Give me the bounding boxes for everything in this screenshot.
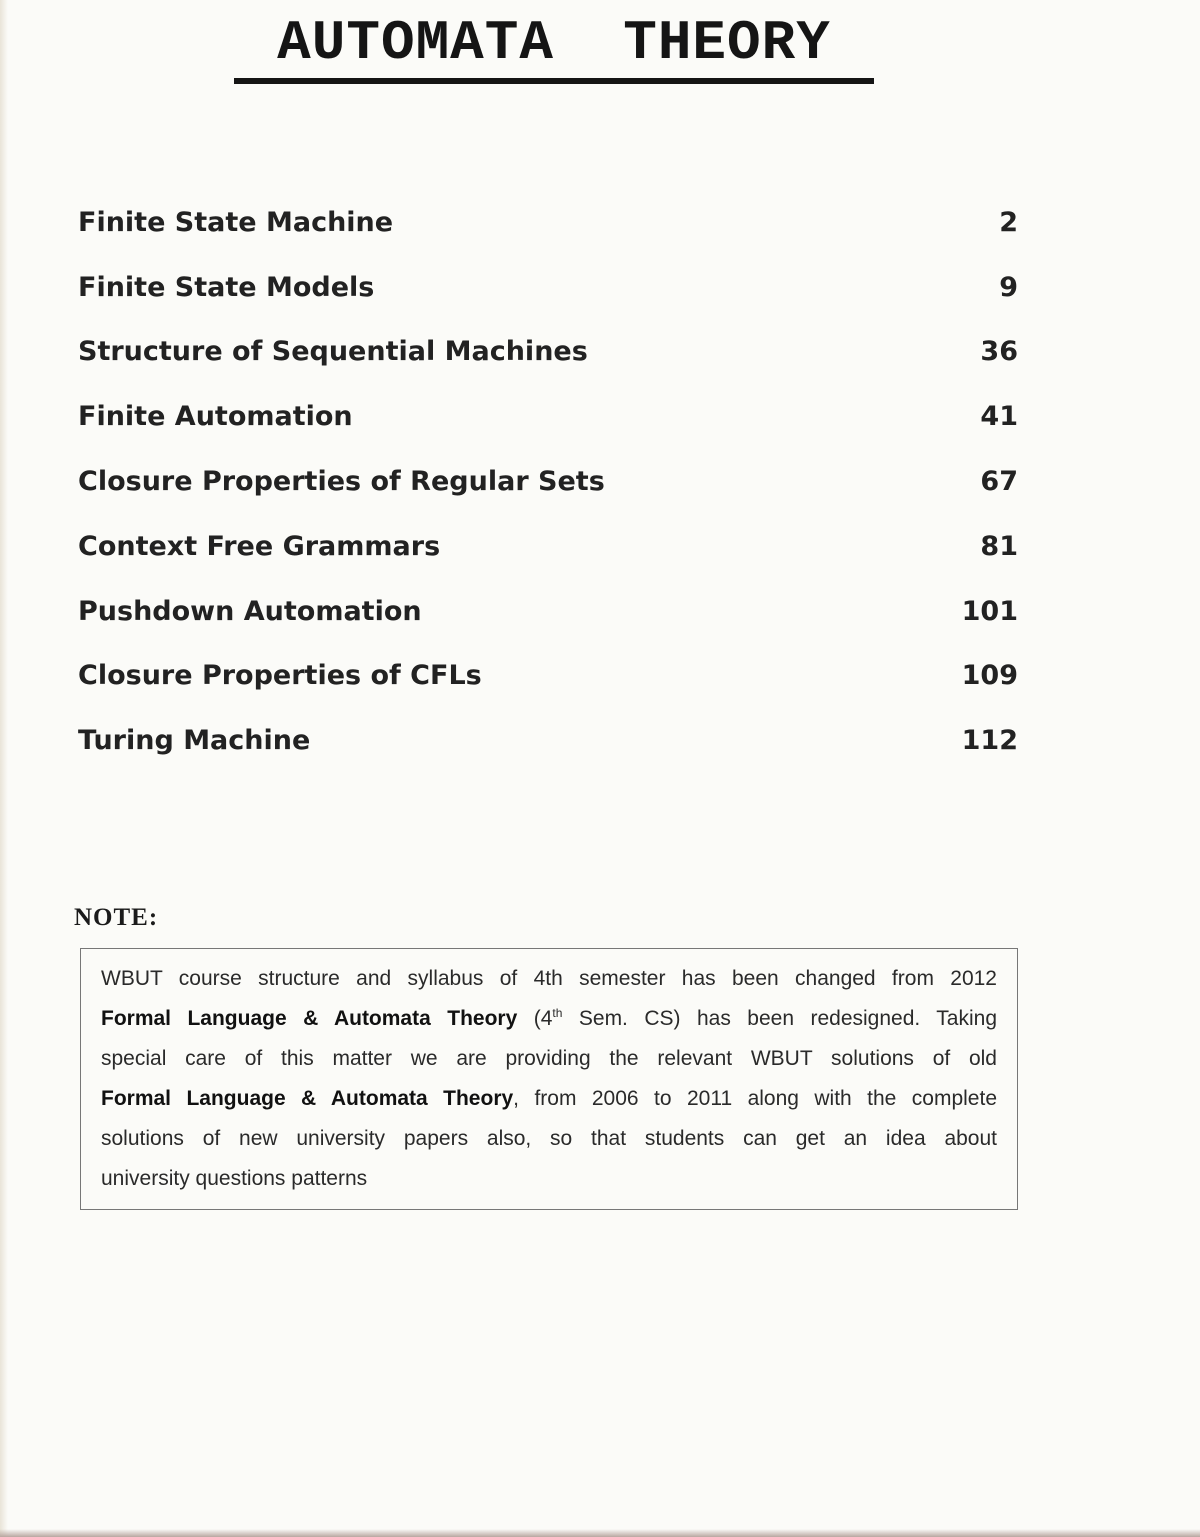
course-name: Formal Language & Automata Theory	[101, 1087, 514, 1110]
toc-entry	[78, 190, 1018, 255]
page-left-edge	[0, 0, 8, 1537]
course-name: Formal Language & Automata Theory	[101, 1007, 518, 1030]
toc-entry-title: Finite Automation	[78, 401, 353, 433]
toc-entry	[78, 320, 1018, 385]
note-line: solutions of new university papers also, so that students can get an idea about	[101, 1127, 997, 1150]
toc-entry-title: Closure Properties of CFLs	[78, 660, 482, 692]
note-line: WBUT course structure and syllabus of 4th semester has been changed from 2012	[101, 967, 997, 990]
toc-entry-page: 81	[980, 530, 1018, 562]
note-text: (4	[517, 1007, 553, 1030]
note-line: university questions patterns	[101, 1167, 368, 1190]
toc-entry-title: Closure Properties of Regular Sets	[78, 466, 605, 498]
toc-entry-page: 2	[999, 206, 1018, 238]
toc-entry	[78, 514, 1018, 579]
toc-entry	[78, 255, 1018, 320]
note-text: Sem. CS) has been redesigned. Taking	[562, 1007, 997, 1030]
page-title: AUTOMATA THEORY	[277, 11, 831, 75]
note-box	[80, 948, 1018, 1210]
toc-entry-page: 9	[999, 271, 1018, 303]
note-label: NOTE:	[74, 904, 159, 931]
note-line	[101, 1079, 997, 1119]
toc-entry-title: Structure of Sequential Machines	[78, 336, 588, 368]
toc-entry-page: 101	[961, 595, 1018, 627]
toc-entry	[78, 644, 1018, 709]
toc-entry-page: 109	[961, 660, 1018, 692]
toc-entry	[78, 384, 1018, 449]
toc-entry-page: 112	[961, 725, 1018, 757]
toc-entry-title: Pushdown Automation	[78, 595, 422, 627]
toc-entry-title: Turing Machine	[78, 725, 311, 757]
page-bottom-edge	[0, 1529, 1200, 1537]
note-text: , from 2006 to 2011 along with the complete	[513, 1087, 998, 1110]
toc-entry	[78, 579, 1018, 644]
note-line	[101, 999, 997, 1039]
toc-entry-page: 67	[980, 466, 1018, 498]
toc-entry-page: 36	[980, 336, 1018, 368]
toc-entry-title: Finite State Machine	[78, 206, 394, 238]
table-of-contents	[78, 190, 1018, 773]
toc-entry	[78, 449, 1018, 514]
toc-entry-title: Context Free Grammars	[78, 530, 441, 562]
toc-entry-page: 41	[980, 401, 1018, 433]
title-underline	[234, 78, 874, 84]
toc-entry-title: Finite State Models	[78, 271, 375, 303]
toc-entry	[78, 708, 1018, 773]
superscript: th	[552, 1006, 563, 1020]
note-line: special care of this matter we are providing the relevant WBUT solutions of old	[101, 1047, 997, 1070]
